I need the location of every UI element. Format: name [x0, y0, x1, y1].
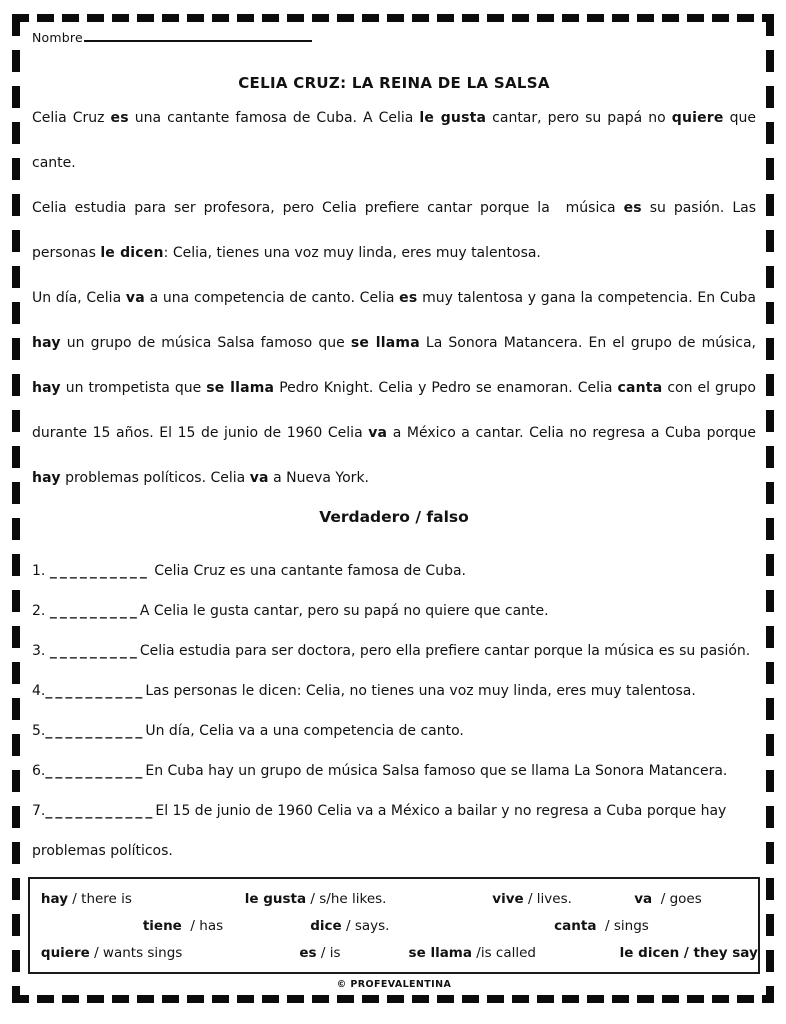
question-item [32, 671, 756, 711]
question-text: A Celia le gusta cantar, pero su papá no quiere que cante. [139, 603, 549, 619]
vocab-translation: / lives. [523, 891, 572, 907]
vocab-item [41, 886, 132, 913]
passage-bold-word: le dicen [100, 245, 164, 261]
passage-text: cantar, pero su papá no [486, 110, 672, 126]
question-item [32, 631, 756, 671]
question-item [32, 551, 756, 591]
vocab-term: hay [40, 891, 69, 907]
vocab-item [620, 940, 758, 967]
passage-paragraph [32, 276, 756, 501]
question-number: 6. [32, 763, 46, 779]
question-number: 4. [32, 683, 46, 699]
name-blank-line [84, 28, 312, 42]
section-title: Verdadero / falso [319, 508, 469, 526]
vocab-item [492, 886, 572, 913]
vocab-translation: / s/he likes. [306, 891, 387, 907]
answer-blank: _________ [49, 643, 140, 659]
vocab-term: va [634, 891, 653, 907]
vocab-term: es [299, 945, 317, 961]
vocab-box [28, 877, 760, 974]
vocab-item [409, 940, 536, 967]
vocab-item [310, 913, 389, 940]
page-title: CELIA CRUZ: LA REINA DE LA SALSA [238, 74, 550, 92]
question-item [32, 791, 756, 871]
answer-blank: __________ [45, 723, 146, 739]
answer-blank: __________ [49, 563, 150, 579]
passage-text: un trompetista que [60, 380, 207, 396]
passage-text: una cantante famosa de Cuba. A Celia [128, 110, 420, 126]
answer-blank: _________ [49, 603, 140, 619]
passage-text: Celia estudia para ser profesora, pero Celia prefiere cantar porque la música [32, 200, 624, 216]
passage-bold-word: es [399, 290, 418, 306]
reading-passage [32, 96, 756, 501]
question-number: 1. [32, 563, 50, 579]
passage-bold-word: canta [617, 380, 663, 396]
answer-blank: __________ [45, 763, 146, 779]
question-number: 3. [32, 643, 50, 659]
vocab-row [30, 940, 758, 967]
question-text: En Cuba hay un grupo de música Salsa famoso que se llama La Sonora Matancera. [145, 763, 728, 779]
vocab-term: le gusta [244, 891, 307, 907]
copyright: © PROFEVALENTINA [336, 979, 452, 990]
vocab-term: canta [554, 918, 597, 934]
vocab-term: dice [310, 918, 342, 934]
passage-text: con el grupo durante 15 años. El 15 de junio de 1960 Celia [32, 380, 756, 441]
vocab-term: vive [492, 891, 524, 907]
passage-bold-word: se llama [206, 380, 275, 396]
vocab-row [30, 886, 758, 913]
name-row [32, 28, 756, 46]
name-label: Nombre [32, 30, 83, 45]
vocab-item [634, 886, 702, 913]
vocab-translation: /is called [471, 945, 536, 961]
passage-text: : Celia, tienes una voz muy linda, eres muy talentosa. [163, 245, 541, 261]
passage-text: Pedro Knight. Celia y Pedro se enamoran. Celia [274, 380, 618, 396]
question-item [32, 751, 756, 791]
vocab-item [41, 940, 182, 967]
vocab-row [30, 913, 758, 940]
vocab-item [554, 913, 649, 940]
passage-bold-word: es [110, 110, 129, 126]
passage-bold-word: le gusta [419, 110, 487, 126]
answer-blank: __________ [45, 683, 146, 699]
vocab-translation: / sings [596, 918, 649, 934]
vocab-translation: / says. [341, 918, 390, 934]
question-number: 5. [32, 723, 46, 739]
passage-bold-word: va [125, 290, 145, 306]
passage-text: Un día, Celia [32, 290, 126, 306]
vocab-term: se llama [408, 945, 472, 961]
question-item [32, 711, 756, 751]
passage-bold-word: hay [32, 470, 61, 486]
passage-text: un grupo de música Salsa famoso que [60, 335, 351, 351]
passage-text: a una competencia de canto. Celia [144, 290, 400, 306]
passage-text: muy talentosa y gana la competencia. En Cuba [417, 290, 756, 306]
passage-bold-word: va [368, 425, 388, 441]
passage-text: La Sonora Matancera. En el grupo de música, [419, 335, 756, 351]
passage-bold-word: quiere [671, 110, 724, 126]
passage-bold-word: hay [32, 380, 61, 396]
question-number: 2. [32, 603, 50, 619]
question-text: Un día, Celia va a una competencia de canto. [145, 723, 464, 739]
passage-bold-word: se llama [350, 335, 420, 351]
passage-bold-word: hay [32, 335, 61, 351]
passage-bold-word: va [249, 470, 269, 486]
passage-text: problemas políticos. Celia [60, 470, 250, 486]
passage-text: Celia Cruz [32, 110, 111, 126]
vocab-translation: / has [181, 918, 224, 934]
vocab-term: le dicen / they say [619, 945, 758, 961]
passage-paragraph [32, 186, 756, 276]
questions-list [32, 551, 756, 871]
vocab-translation: / goes [652, 891, 702, 907]
passage-bold-word: es [623, 200, 642, 216]
vocab-item [299, 940, 340, 967]
vocab-term: quiere [40, 945, 90, 961]
passage-text: que cante. [32, 110, 756, 171]
vocab-term: tiene [142, 918, 182, 934]
answer-blank: ___________ [45, 803, 156, 819]
passage-text: su pasión. Las personas [32, 200, 756, 261]
passage-paragraph [32, 96, 756, 186]
passage-text: a México a cantar. Celia no regresa a Cuba porque [387, 425, 756, 441]
question-text: Celia Cruz es una cantante famosa de Cuba. [149, 563, 466, 579]
vocab-item [143, 913, 223, 940]
vocab-translation: / there is [68, 891, 132, 907]
vocab-translation: / wants sings [89, 945, 183, 961]
passage-text: a Nueva York. [268, 470, 369, 486]
question-number: 7. [32, 803, 46, 819]
question-text: El 15 de junio de 1960 Celia va a México a bailar y no regresa a Cuba porque hay problemas políticos. [32, 803, 731, 859]
vocab-item [245, 886, 387, 913]
question-text: Las personas le dicen: Celia, no tienes una voz muy linda, eres muy talentosa. [145, 683, 696, 699]
vocab-translation: / is [316, 945, 341, 961]
question-text: Celia estudia para ser doctora, pero ella prefiere cantar porque la música es su pasión. [139, 643, 751, 659]
question-item [32, 591, 756, 631]
